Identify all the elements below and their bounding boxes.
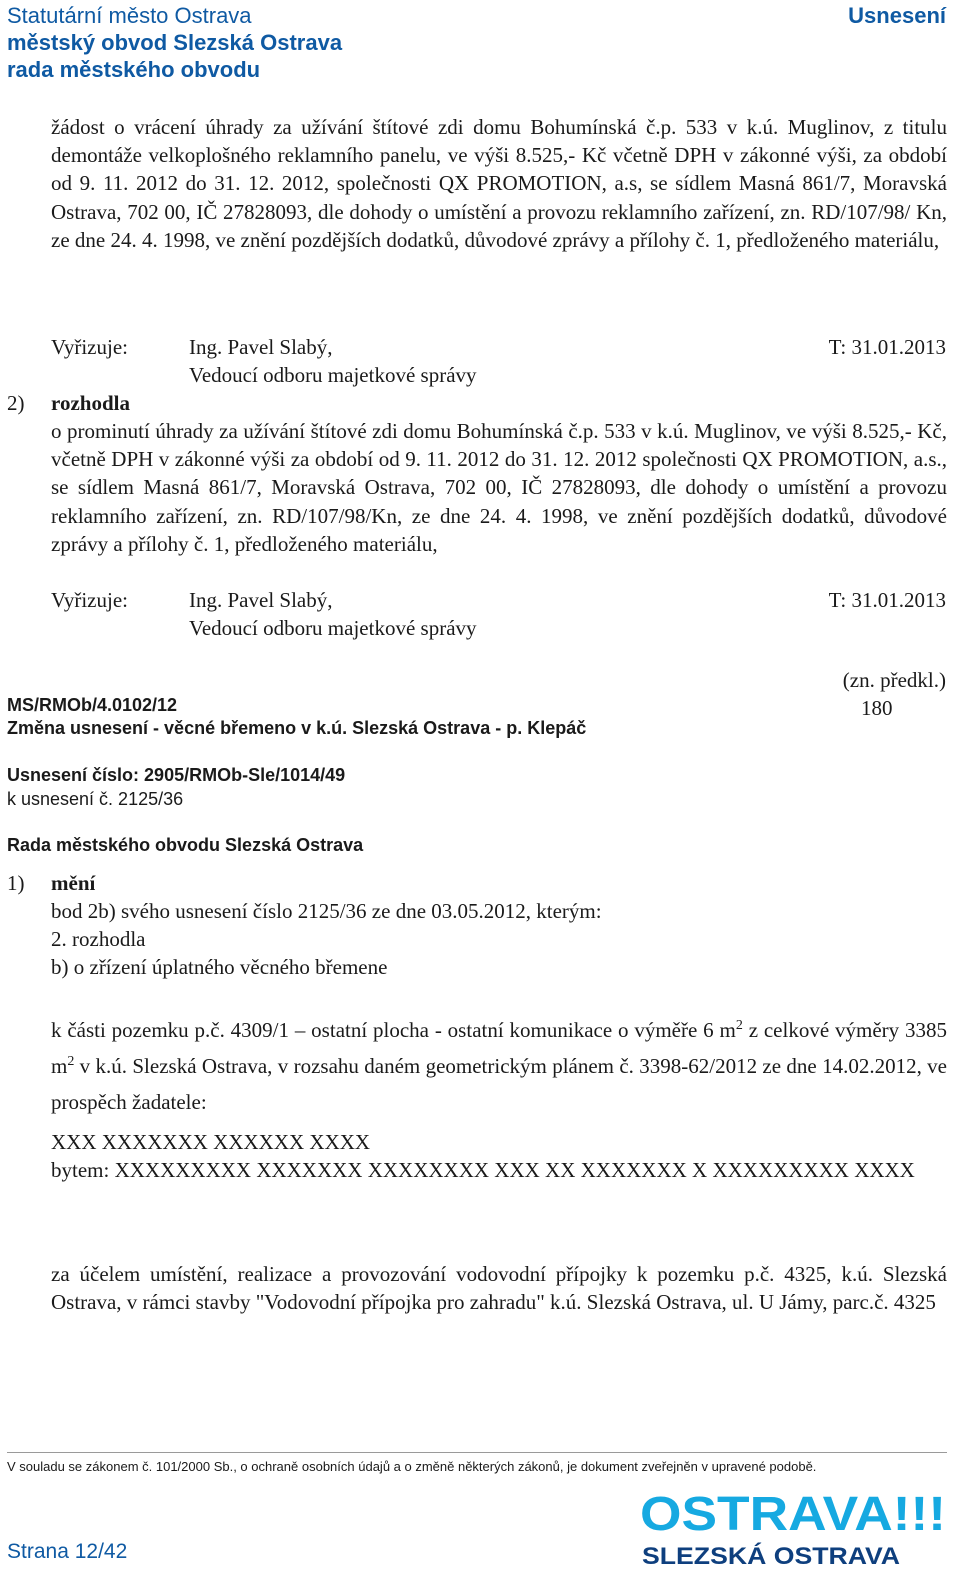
resolution-reference: k usnesení č. 2125/36 <box>7 789 184 809</box>
handler-role: Vedoucí odboru majetkové správy <box>189 363 477 387</box>
purpose-paragraph: za účelem umístění, realizace a provozování vodovodní přípojky k pozemku p.č. 4325, k.ú. Slezská Ostrava, v rámci stavby "Vodovodní přípojka pro zahradu" k.ú. Slezská Ostrava, ul. U Jámy, parc.č. 4325 <box>51 1262 947 1315</box>
deadline: T: 31.01.2013 <box>828 335 946 359</box>
point-number: 2) <box>7 391 25 415</box>
logo-wordmark: OSTRAVA!!! <box>640 1488 946 1541</box>
council-name: Rada městského obvodu Slezská Ostrava <box>7 835 364 855</box>
point-number: 1) <box>7 871 25 895</box>
handler-label: Vyřizuje: <box>51 335 128 359</box>
handler-label: Vyřizuje: <box>51 588 128 612</box>
handler-name: Ing. Pavel Slabý, <box>189 335 333 359</box>
amended-point: bod 2b) svého usnesení číslo 2125/36 ze dne 03.05.2012, kterým: <box>51 899 602 923</box>
decision-paragraph: o prominutí úhrady za užívání štítové zdi domu Bohumínská č.p. 533 v k.ú. Muglinov, ve výši 8.525,- Kč, včetně DPH v zákonné výši za období od 9. 11. 2012 do 31. 12. 2012 společnosti QX PROMOTION, a.s., se sídlem Masná 861/7, Moravská Ostrava, 702 00, IČ 27828093, dle dohody o umístění a provozu reklamního zařízení, zn. RD/107/98/Kn, ze dne 24. 4. 1998, ve znění pozdějších dodatků, důvodové zprávy a přílohy č. 1, předloženého materiálu, <box>51 419 947 556</box>
applicant-address: bytem: XXXXXXXXX XXXXXXX XXXXXXXX XXX XX XXXXXXX X XXXXXXXXX XXXX <box>51 1158 915 1182</box>
amended-subject: b) o zřízení úplatného věcného břemene <box>51 955 388 979</box>
footer-divider <box>7 1452 947 1453</box>
proposer-number: 180 <box>861 696 893 720</box>
privacy-notice: V souladu se zákonem č. 101/2000 Sb., o ochraně osobních údajů a o změně některých zákonů, je dokument zveřejněn v upravené podobě. <box>7 1459 817 1474</box>
logo-subtitle: SLEZSKÁ OSTRAVA <box>642 1543 875 1570</box>
proposer-label: (zn. předkl.) <box>842 668 946 692</box>
point-verb: rozhodla <box>51 391 130 415</box>
handler-name: Ing. Pavel Slabý, <box>189 588 333 612</box>
item-title: Změna usnesení - věcné břemeno v k.ú. Slezská Ostrava - p. Klepáč <box>7 718 587 738</box>
header-district: městský obvod Slezská Ostrava <box>7 30 343 55</box>
deadline: T: 31.01.2013 <box>828 588 946 612</box>
point-verb: mění <box>51 871 96 895</box>
item-code: MS/RMOb/4.0102/12 <box>7 695 178 715</box>
page-number: Strana 12/42 <box>7 1540 128 1563</box>
ostrava-logo <box>640 1484 950 1574</box>
plot-paragraph: k části pozemku p.č. 4309/1 – ostatní plocha - ostatní komunikace o výměře 6 $m^2$ z celkové výměry 3385 $m^2$ v k.ú. Slezská Ostrava, v rozsahu daném geometrickým plánem č. 3398-62/2012 ze dne 14.02.2012, ve prospěch žadatele: <box>51 1018 947 1114</box>
page-header <box>7 2 342 83</box>
resolution-number: Usnesení číslo: 2905/RMOb-Sle/1014/49 <box>7 765 346 785</box>
handler-role: Vedoucí odboru majetkové správy <box>189 616 477 640</box>
applicant-name: XXX XXXXXXX XXXXXX XXXX <box>51 1130 371 1154</box>
request-paragraph: žádost o vrácení úhrady za užívání štítové zdi domu Bohumínská č.p. 533 v k.ú. Muglinov, z titulu demontáže velkoplošného reklamního panelu, ve výši 8.525,- Kč včetně DPH v zákonné výši, za období od 9. 11. 2012 do 31. 12. 2012, společnosti QX PROMOTION, a.s, se sídlem Masná 861/7, Moravská Ostrava, 702 00, IČ 27828093, dle dohody o umístění a provozu reklamního zařízení, zn. RD/107/98/ Kn, ze dne 24. 4. 1998, ve znění pozdějších dodatků, důvodové zprávy a přílohy č. 1, předloženého materiálu, <box>51 115 947 252</box>
header-city: Statutární město Ostrava <box>7 3 252 28</box>
header-council: rada městského obvodu <box>7 57 261 82</box>
document-type: Usnesení <box>848 3 946 28</box>
amended-decision: 2. rozhodla <box>51 927 146 951</box>
